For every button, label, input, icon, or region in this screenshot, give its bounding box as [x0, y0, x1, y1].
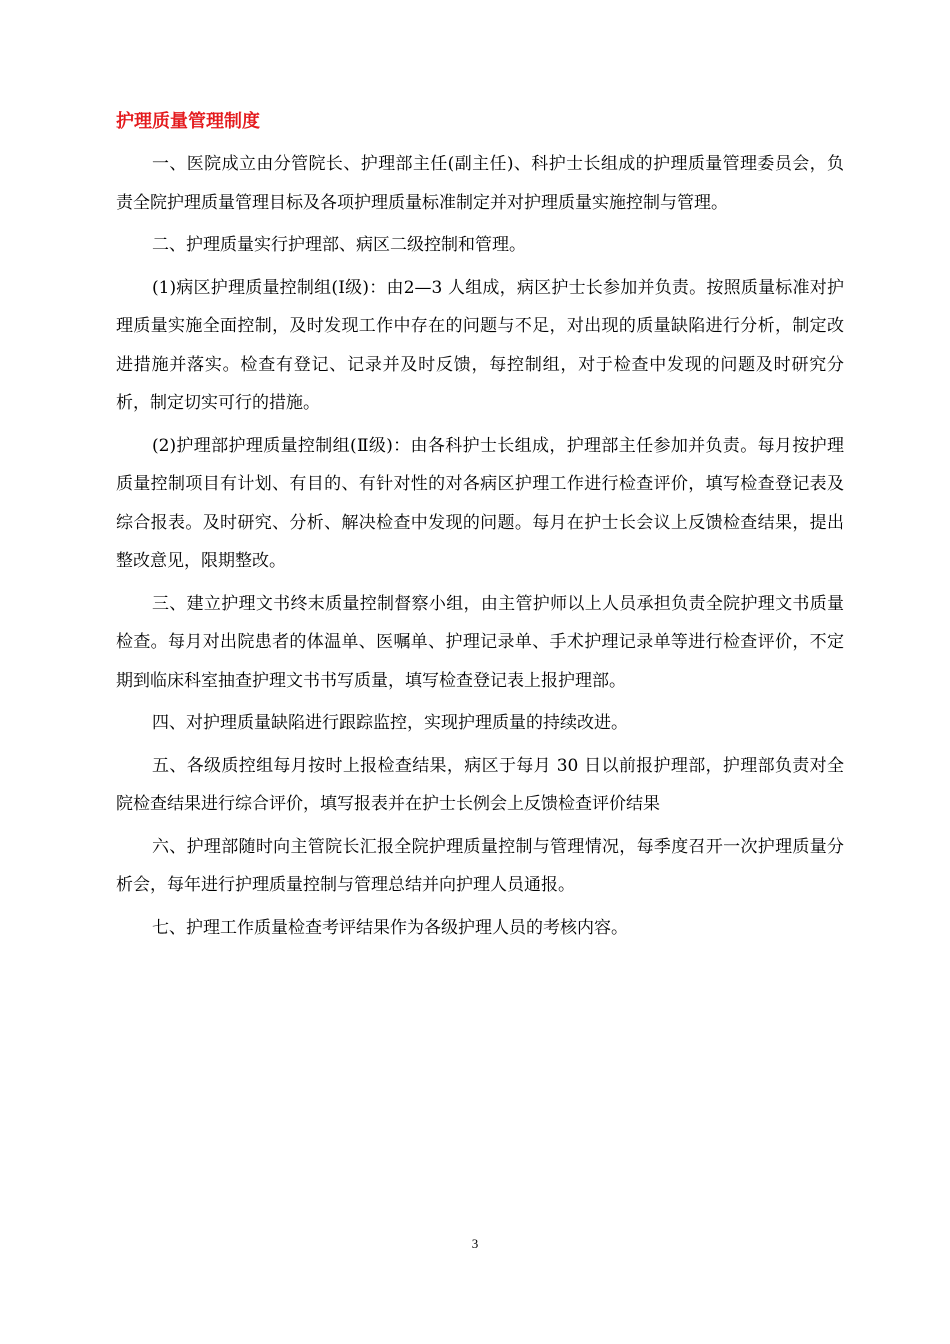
paragraph-5: 三、建立护理文书终末质量控制督察小组，由主管护师以上人员承担负责全院护理文书质量检查。每月对出院患者的体温单、医嘱单、护理记录单、手术护理记录单等进行检查评价，不定期到临床科室抽查护理文书书写质量，填写检查登记表上报护理部。: [116, 593, 844, 691]
paragraph-3: (1)病区护理质量控制组(Ⅰ级)：由2—3 人组成，病区护士长参加并负责。按照质量标准对护理质量实施全面控制，及时发现工作中存在的问题与不足，对出现的质量缺陷进行分析，制定改进措施并落实。检查有登记、记录并及时反馈，每控制组，对于检查中发现的问题及时研究分析，制定切实可行的措施。: [116, 277, 844, 413]
page-number: 3: [471, 1236, 479, 1251]
paragraph-8: 六、护理部随时向主管院长汇报全院护理质量控制与管理情况，每季度召开一次护理质量分析会，每年进行护理质量控制与管理总结并向护理人员通报。: [116, 836, 844, 895]
paragraph-2: 二、护理质量实行护理部、病区二级控制和管理。: [152, 235, 526, 255]
paragraph-1: 一、医院成立由分管院长、护理部主任(副主任)、科护士长组成的护理质量管理委员会，负责全院护理质量管理目标及各项护理质量标准制定并对护理质量实施控制与管理。: [116, 154, 844, 213]
paragraph-6: 四、对护理质量缺陷进行跟踪监控，实现护理质量的持续改进。: [152, 713, 628, 733]
document-body: [116, 145, 844, 951]
paragraph-9: 七、护理工作质量检查考评结果作为各级护理人员的考核内容。: [152, 917, 628, 938]
paragraph-4: (2)护理部护理质量控制组(Ⅱ级)：由各科护士长组成，护理部主任参加并负责。每月按护理质量控制项目有计划、有目的、有针对性的对各病区护理工作进行检查评价，填写检查登记表及综合报表。及时研究、分析、解决检查中发现的问题。每月在护士长会议上反馈检查结果，提出整改意见，限期整改。: [116, 435, 844, 571]
document-title: 护理质量管理制度: [116, 111, 260, 132]
paragraph-7: 五、各级质控组每月按时上报检查结果，病区于每月 30 日以前报护理部，护理部负责对全院检查结果进行综合评价，填写报表并在护士长例会上反馈检查评价结果: [116, 755, 844, 814]
